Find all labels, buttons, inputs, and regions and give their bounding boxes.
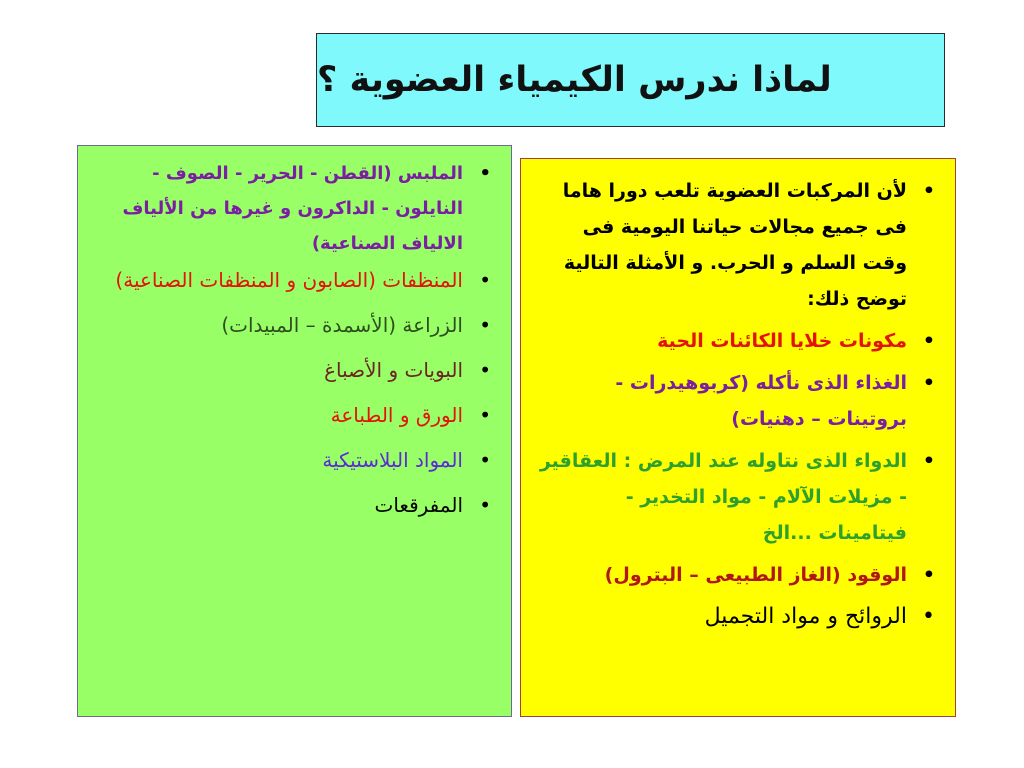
list-item-food: • الغذاء الذى نأكله (كربوهيدرات - بروتينات – دهنيات) <box>537 365 907 437</box>
left-panel <box>77 145 512 717</box>
list-item-plastics: • المواد البلاستيكية <box>90 442 463 478</box>
right-bullet-list <box>537 173 907 635</box>
title-box <box>316 33 945 127</box>
left-bullet-list <box>90 156 463 523</box>
list-item-fuel: • الوقود (الغاز الطبيعى – البترول) <box>537 557 907 593</box>
list-item-reason: • لأن المركبات العضوية تلعب دورا هاما فى جميع مجالات حياتنا اليومية فى وقت السلم و الحرب. و الأمثلة التالية توضح ذلك: <box>537 173 907 317</box>
list-item-paper-printing: • الورق و الطباعة <box>90 397 463 433</box>
list-item-clothing: • الملبس (القطن - الحرير - الصوف - النايلون - الداكرون و غيرها من الألياف الالياف الصناعية) <box>90 156 463 261</box>
list-item-medicine: • الدواء الذى نتاوله عند المرض : العقاقير - مزيلات الآلام - مواد التخدير - فيتامينات ...الخ <box>537 443 907 551</box>
slide-title: لماذا ندرس الكيمياء العضوية ؟ <box>317 60 832 100</box>
list-item-living-cells: • مكونات خلايا الكائنات الحية <box>537 323 907 359</box>
list-item-cosmetics: • الروائح و مواد التجميل <box>537 599 907 635</box>
list-item-explosives: • المفرقعات <box>90 487 463 523</box>
list-item-paints-dyes: • البويات و الأصباغ <box>90 352 463 388</box>
list-item-detergents: • المنظفات (الصابون و المنظفات الصناعية) <box>90 263 463 298</box>
right-panel <box>520 158 956 717</box>
list-item-agriculture: • الزراعة (الأسمدة – المبيدات) <box>90 307 463 343</box>
